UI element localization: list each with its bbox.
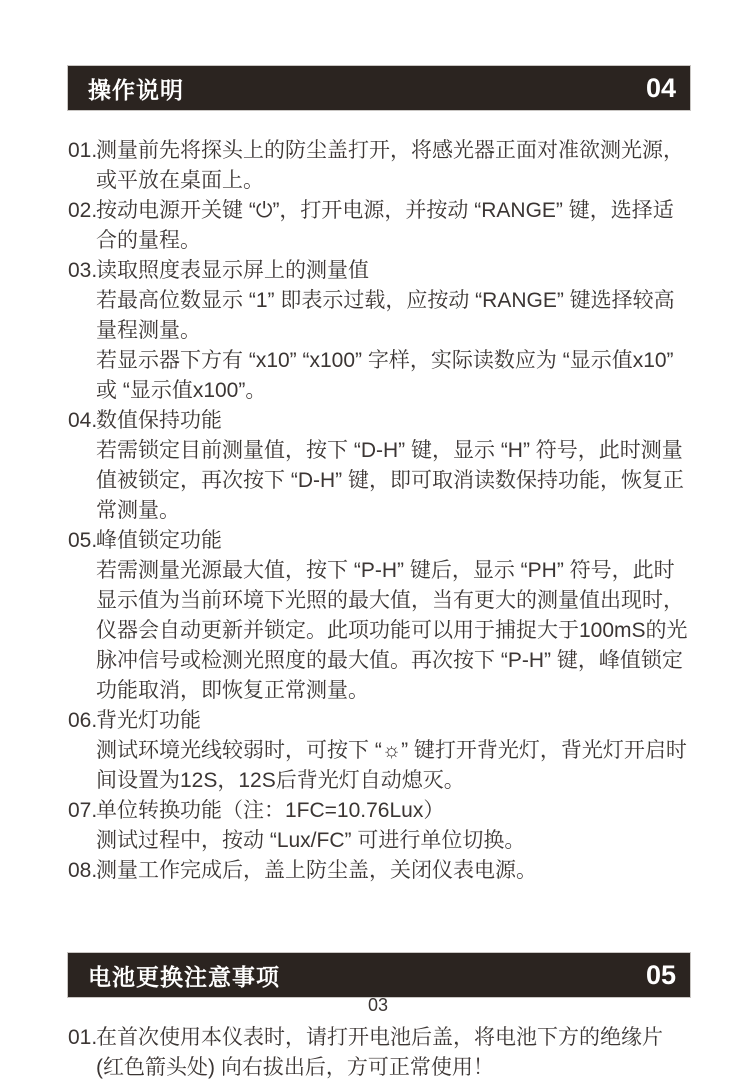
step-text [68, 796, 690, 826]
step-text [68, 406, 690, 436]
step-text [68, 526, 690, 556]
item-text: 读取照度表显示屏上的测量值 [96, 259, 369, 282]
step-sub-text: 若需锁定目前测量值，按下 “D-H” 键，显示 “H” 符号，此时测量值被锁定，再次按下 “D-H” 键，即可取消读数保持功能，恢复正常测量。 [96, 439, 684, 522]
item-text: 在首次使用本仪表时，请打开电池后盖，将电池下方的绝缘片 (红色箭头处) 向右拔出后，方可正常使用！ [96, 1026, 663, 1079]
item-number: 01. [68, 139, 98, 162]
list-item [68, 256, 690, 406]
step-sub-text: 测试过程中，按动 “Lux/FC” 可进行单位切换。 [96, 829, 526, 852]
item-text: 测量前先将探头上的防尘盖打开，将感光器正面对准欲测光源，或平放在桌面上。 [96, 139, 684, 192]
operation-steps-list [68, 136, 690, 886]
list-item [68, 856, 690, 886]
step-sub-text: 若显示器下方有 “x10” “x100” 字样，实际读数应为 “显示值x10” 或 “显示值x100”。 [96, 349, 674, 402]
step-text [68, 196, 690, 256]
step-text [68, 136, 690, 196]
list-item [68, 706, 690, 796]
item-number: 06. [68, 709, 98, 732]
section-header-operation [68, 66, 690, 110]
item-text: 峰值锁定功能 [96, 529, 222, 552]
step-text [68, 856, 690, 886]
item-number: 04. [68, 409, 98, 432]
battery-notes-list [68, 1023, 690, 1083]
list-item [68, 196, 690, 256]
step-sub-text: 若需测量光源最大值，按下 “P-H” 键后，显示 “PH” 符号，此时显示值为当前环境下光照的最大值，当有更大的测量值出现时，仪器会自动更新并锁定。此项功能可以用于捕捉大于100mS的光脉冲信号或检测光照度的最大值。再次按下 “P-H” 键，峰值锁定功能取消，即恢复正常测量。 [96, 559, 688, 702]
section-number-badge: 05 [645, 959, 676, 990]
section-title: 电池更换注意事项 [88, 963, 280, 990]
item-number: 01. [68, 1026, 98, 1049]
item-text: 按动电源开关键 “⏻”，打开电源，并按动 “RANGE” 键，选择适合的量程。 [96, 199, 674, 252]
item-number: 03. [68, 259, 98, 282]
step-sub-text: 测试环境光线较弱时，可按下 “☼” 键打开背光灯，背光灯开启时间设置为12S，12S后背光灯自动熄灭。 [96, 739, 687, 792]
list-item [68, 796, 690, 856]
item-number: 05. [68, 529, 98, 552]
item-text: 背光灯功能 [96, 709, 201, 732]
step-text [68, 1023, 690, 1083]
step-sub-text: 若最高位数显示 “1” 即表示过载，应按动 “RANGE” 键选择较高量程测量。 [96, 289, 675, 342]
page-content [68, 0, 690, 1083]
item-number: 07. [68, 799, 98, 822]
page-number: 03 [367, 995, 389, 1015]
list-item [68, 136, 690, 196]
step-text [68, 256, 690, 286]
item-text: 单位转换功能（注：1FC=10.76Lux） [96, 799, 445, 822]
list-item [68, 1023, 690, 1083]
item-number: 02. [68, 199, 98, 222]
section-header-battery [68, 953, 690, 997]
section-number-badge: 04 [645, 72, 676, 103]
list-item [68, 526, 690, 706]
item-number: 08. [68, 859, 98, 882]
item-text: 测量工作完成后，盖上防尘盖，关闭仪表电源。 [96, 859, 537, 882]
list-item [68, 406, 690, 526]
step-text [68, 706, 690, 736]
item-text: 数值保持功能 [96, 409, 222, 432]
section-title: 操作说明 [88, 76, 184, 103]
